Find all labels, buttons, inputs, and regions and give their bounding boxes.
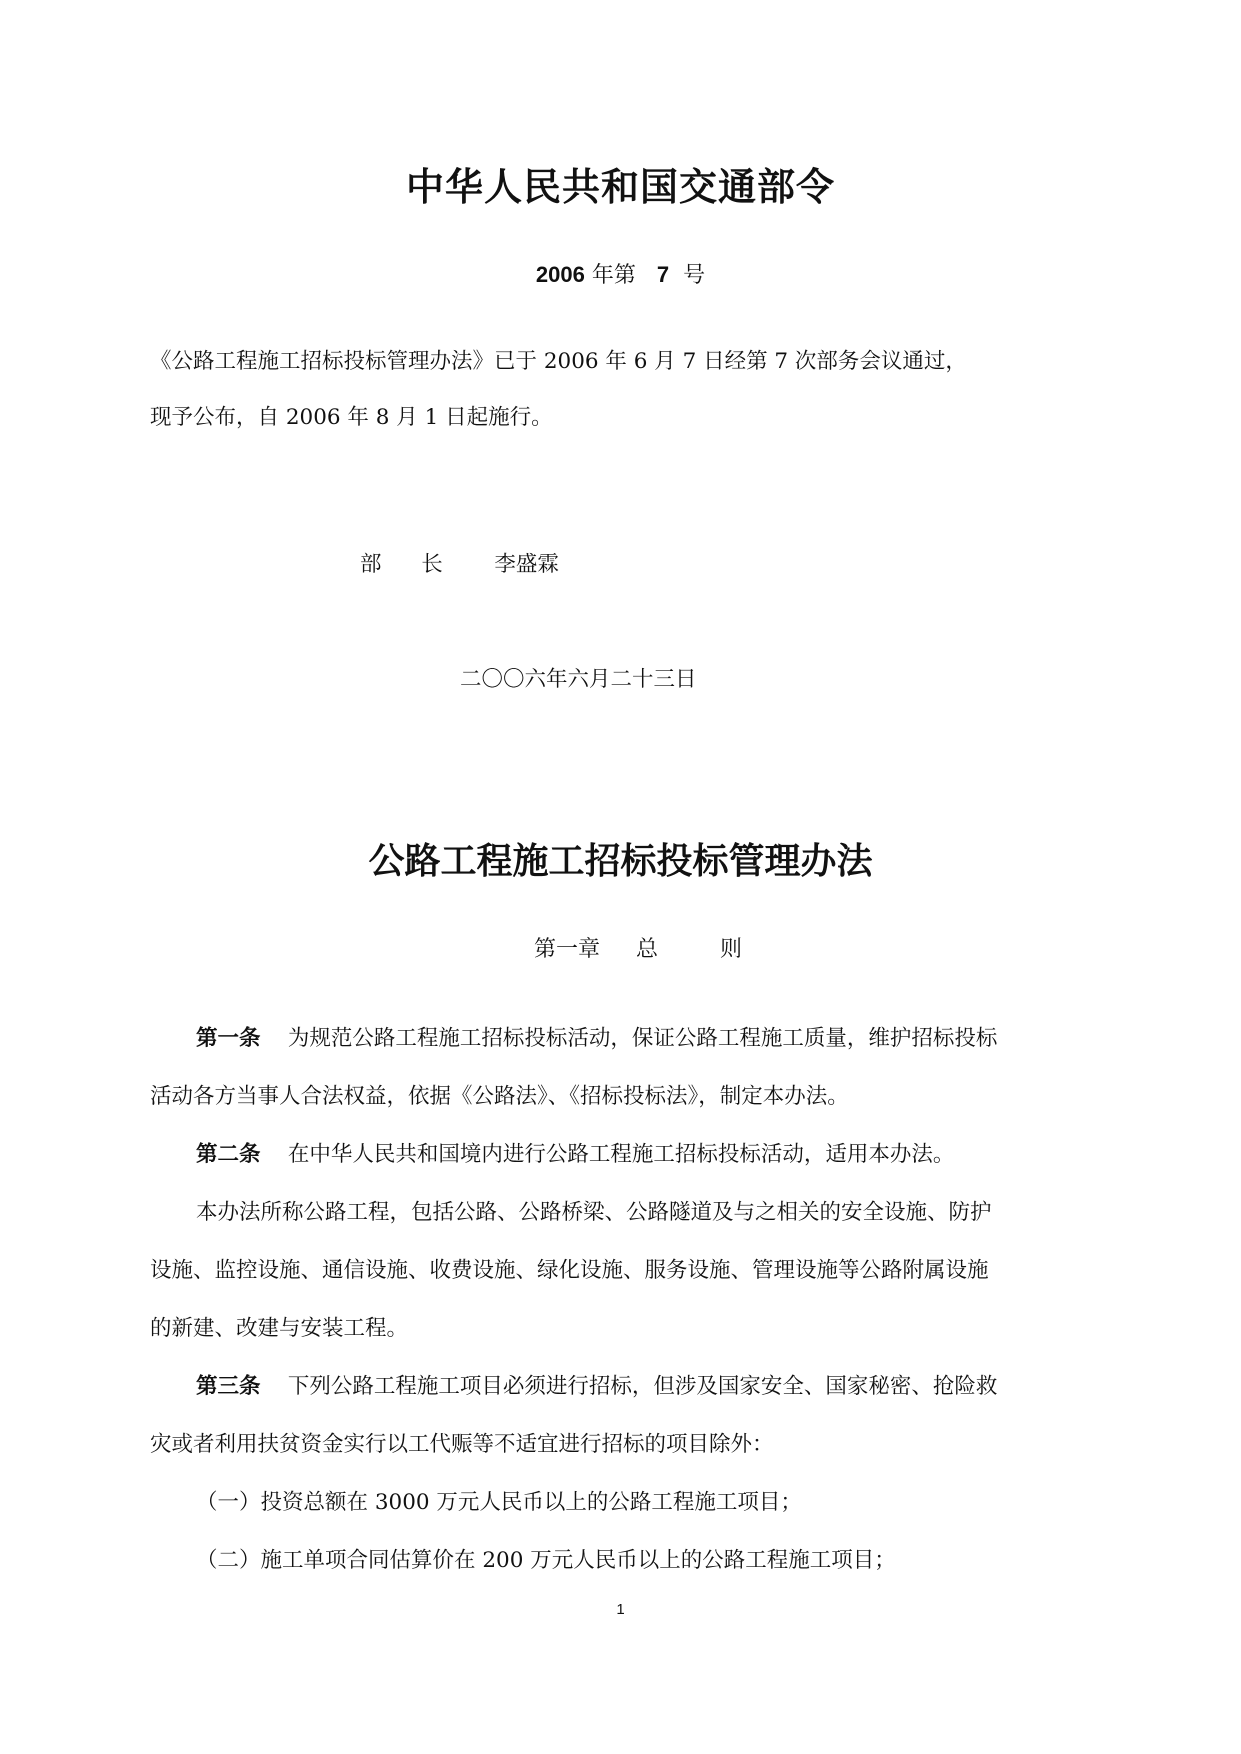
signer-block [360, 547, 559, 578]
article-3-item-1: （一）投资总额在 3000 万元人民币以上的公路工程施工项目； [196, 1490, 802, 1515]
signer-name: 李盛霖 [494, 552, 559, 577]
decree-number [0, 258, 1241, 289]
signer-title-1: 部 [360, 552, 382, 577]
chapter-word-1: 总 [636, 937, 659, 962]
article-1-text-1: 为规范公路工程施工招标投标活动，保证公路工程施工质量，维护招标投标 [287, 1026, 998, 1051]
decree-number-year: 2006 [535, 262, 585, 287]
article-2-para-2-line-3: 的新建、改建与安装工程。 [150, 1316, 409, 1341]
article-3-item-2: （二）施工单项合同估算价在 200 万元人民币以上的公路工程施工项目； [196, 1548, 896, 1573]
signer-title-2: 长 [421, 552, 443, 577]
article-2-para-2-line-2: 设施、监控设施、通信设施、收费设施、绿化设施、服务设施、管理设施等公路附属设施 [150, 1258, 989, 1283]
article-3-line-1 [196, 1369, 997, 1400]
decree-text-line-1: 《公路工程施工招标投标管理办法》已于 2006 年 6 月 7 日经第 7 次部务会议通过， [150, 349, 967, 374]
article-2-label: 第二条 [196, 1142, 261, 1167]
article-2-line-1 [196, 1137, 954, 1168]
chapter-label: 第一章 [534, 937, 601, 962]
decree-number-no: 7 [656, 262, 670, 287]
chapter-word-2: 则 [720, 937, 743, 962]
article-2-para-2-line-1: 本办法所称公路工程，包括公路、公路桥梁、公路隧道及与之相关的安全设施、防护 [196, 1200, 992, 1225]
chapter-heading [534, 932, 742, 963]
decree-title: 中华人民共和国交通部令 [405, 165, 835, 209]
regulation-title: 公路工程施工招标投标管理办法 [368, 841, 873, 882]
article-1-label: 第一条 [196, 1026, 261, 1051]
decree-number-end: 号 [683, 263, 706, 288]
decree-date: 二〇〇六年六月二十三日 [460, 667, 697, 692]
decree-text-line-2: 现予公布，自 2006 年 8 月 1 日起施行。 [150, 405, 553, 430]
article-2-text-1: 在中华人民共和国境内进行公路工程施工招标投标活动，适用本办法。 [287, 1142, 955, 1167]
article-3-line-2: 灾或者利用扶贫资金实行以工代赈等不适宜进行招标的项目除外： [150, 1432, 774, 1457]
article-3-label: 第三条 [196, 1374, 261, 1399]
article-1-line-1 [196, 1021, 997, 1052]
article-1-line-2: 活动各方当事人合法权益，依据《公路法》、《招标投标法》，制定本办法。 [150, 1084, 849, 1109]
decree-number-mid: 年第 [591, 263, 636, 288]
article-3-text-1: 下列公路工程施工项目必须进行招标，但涉及国家安全、国家秘密、抢险救 [287, 1374, 998, 1399]
page-number: 1 [616, 1601, 625, 1618]
